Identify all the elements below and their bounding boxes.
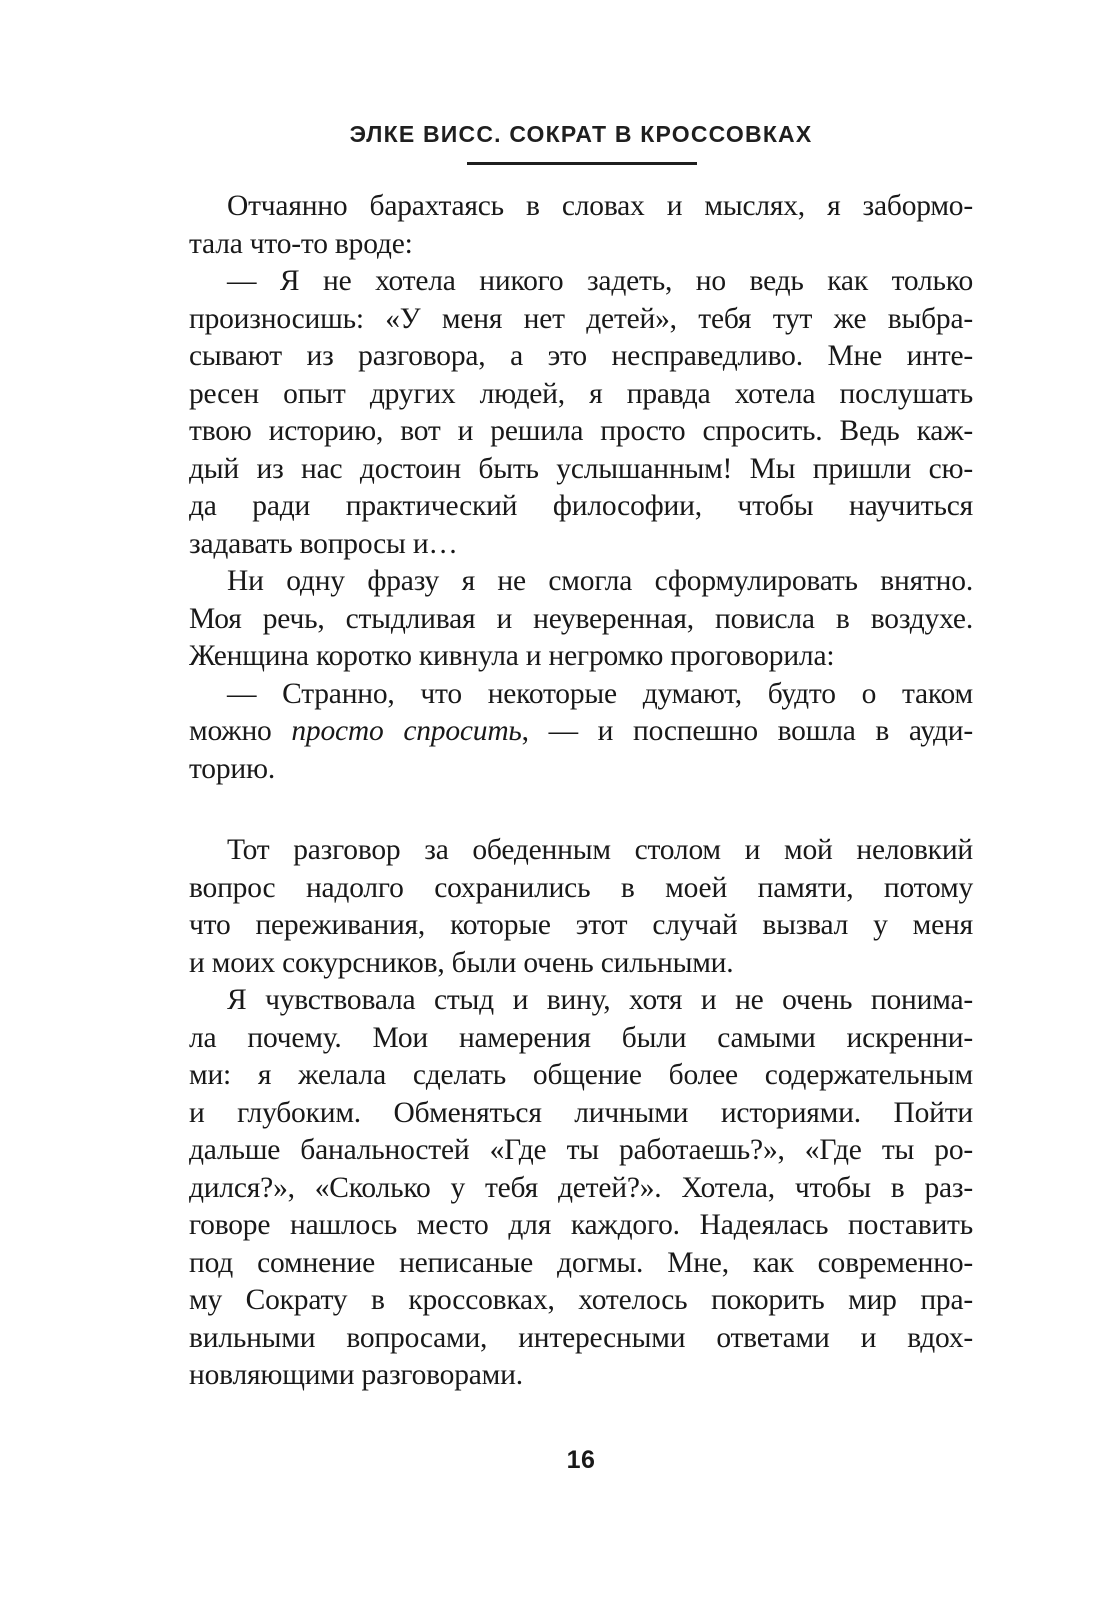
text-line: Моя речь, стыдливая и неуверенная, повисла в воздухе.	[189, 602, 973, 635]
text-line: дился?», «Сколько у тебя детей?». Хотела, чтобы в раз-	[189, 1171, 973, 1204]
text-segment: , — и поспешно вошла в ауди-	[521, 715, 974, 747]
text-line: Тот разговор за обеденным столом и мой неловкий	[227, 834, 973, 866]
text-line: новляющими разговорами.	[189, 1359, 523, 1391]
text-line: Ни одну фразу я не смогла сформулировать внятно.	[227, 565, 973, 597]
text-line: ла почему. Мои намерения были самыми искренни-	[189, 1021, 973, 1054]
text-line: задавать вопросы и…	[189, 527, 458, 560]
header-divider	[467, 162, 697, 165]
text-segment-italic: просто спросить	[291, 715, 522, 747]
running-header: ЭЛКЕ ВИСС. СОКРАТ В КРОССОВКАХ	[349, 121, 813, 147]
text-line: му Сократу в кроссовках, хотелось покорить мир пра-	[189, 1284, 973, 1316]
text-line: и глубоким. Обменяться личными историями. Пойти	[189, 1096, 973, 1129]
text-line: Женщина коротко кивнула и негромко проговорила:	[189, 640, 835, 672]
text-line: ресен опыт других людей, я правда хотела послушать	[189, 377, 973, 410]
text-segment: можно	[189, 715, 292, 747]
text-line: дый из нас достоин быть услышанным! Мы пришли сю-	[189, 452, 973, 485]
text-line: Отчаянно барахтаясь в словах и мыслях, я забормо-	[227, 190, 973, 222]
page-number: 16	[566, 1446, 596, 1474]
text-line: да ради практический философии, чтобы научиться	[189, 490, 973, 522]
text-line: — Я не хотела никого задеть, но ведь как только	[227, 265, 973, 297]
page-body-text	[189, 188, 973, 1395]
text-line: сывают из разговора, а это несправедливо. Мне инте-	[189, 340, 973, 372]
text-line: произносишь: «У меня нет детей», тебя тут же выбра-	[189, 302, 973, 335]
text-line: вильными вопросами, интересными ответами и вдох-	[189, 1321, 973, 1354]
text-line: тала что-то вроде:	[189, 227, 413, 260]
text-line: — Странно, что некоторые думают, будто о таком	[227, 677, 973, 710]
text-line: и моих сокурсников, были очень сильными.	[189, 946, 734, 979]
text-line: что переживания, которые этот случай вызвал у меня	[189, 909, 973, 941]
text-line: торию.	[189, 752, 276, 785]
text-line	[189, 713, 973, 751]
text-line: говоре нашлось место для каждого. Надеялась поставить	[189, 1209, 973, 1241]
text-line: дальше банальностей «Где ты работаешь?», «Где ты ро-	[189, 1134, 973, 1166]
text-line: твою историю, вот и решила просто спросить. Ведь каж-	[189, 415, 973, 447]
text-line: под сомнение неписаные догмы. Мне, как современно-	[189, 1246, 973, 1279]
text-line: Я чувствовала стыд и вину, хотя и не очень понима-	[227, 984, 973, 1016]
text-line: ми: я желала сделать общение более содержательным	[189, 1059, 973, 1091]
text-line: вопрос надолго сохранились в моей памяти, потому	[189, 871, 973, 904]
